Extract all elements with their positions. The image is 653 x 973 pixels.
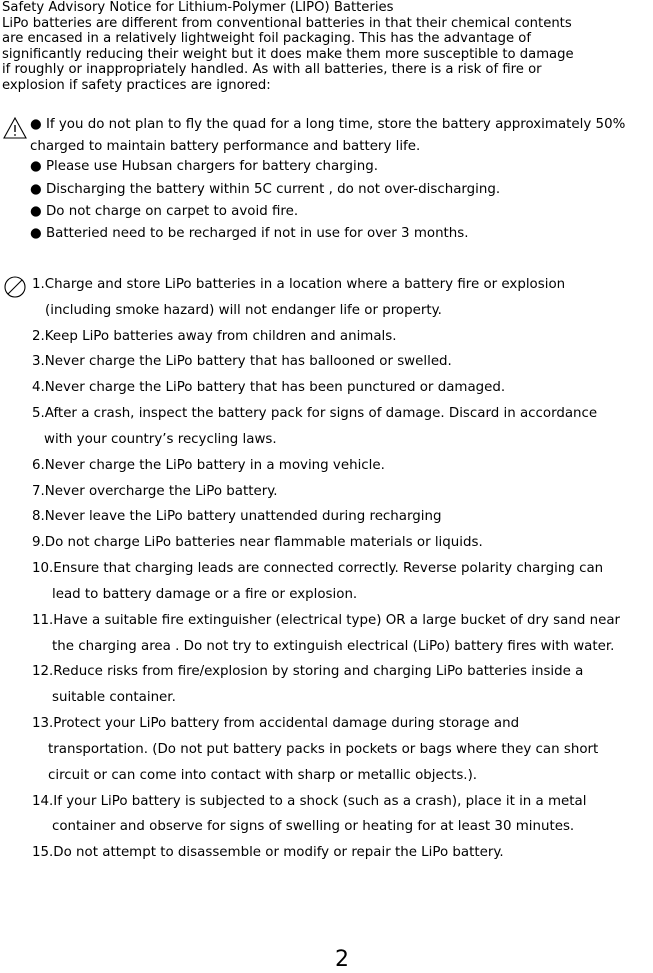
rule-line: 9.Do not charge LiPo batteries near flammable materials or liquids. bbox=[32, 535, 483, 550]
warning-item: charged to maintain battery performance and battery life. bbox=[30, 139, 421, 154]
rule-line: 15.Do not attempt to disassemble or modify or repair the LiPo battery. bbox=[32, 845, 504, 860]
rule-line: 6.Never charge the LiPo battery in a moving vehicle. bbox=[32, 458, 385, 473]
intro-line: significantly reducing their weight but it does make them more susceptible to damage bbox=[2, 46, 574, 62]
rule-line: 13.Protect your LiPo battery from accidental damage during storage and bbox=[32, 716, 520, 731]
warning-item: ● Discharging the battery within 5C current , do not over-discharging. bbox=[30, 182, 501, 197]
page-title: Safety Advisory Notice for Lithium-Polymer (LIPO) Batteries bbox=[2, 0, 394, 15]
rule-line: 7.Never overcharge the LiPo battery. bbox=[32, 484, 278, 499]
rule-line: the charging area . Do not try to extinguish electrical (LiPo) battery fires with water. bbox=[52, 639, 615, 654]
warning-item: ● Batteried need to be recharged if not in use for over 3 months. bbox=[30, 226, 469, 241]
rule-line: 10.Ensure that charging leads are connected correctly. Reverse polarity charging can bbox=[32, 561, 604, 576]
intro-line: are encased in a relatively lightweight foil packaging. This has the advantage of bbox=[2, 31, 532, 47]
rule-line: 5.After a crash, inspect the battery pack for signs of damage. Discard in accordance bbox=[32, 406, 598, 421]
rule-line: 12.Reduce risks from fire/explosion by storing and charging LiPo batteries inside a bbox=[32, 664, 584, 679]
rule-line: 8.Never leave the LiPo battery unattended during recharging bbox=[32, 509, 442, 524]
rule-line: 14.If your LiPo battery is subjected to a shock (such as a crash), place it in a metal bbox=[32, 794, 587, 809]
warning-item: ● Do not charge on carpet to avoid fire. bbox=[30, 204, 299, 219]
warning-item: ● If you do not plan to fly the quad for a long time, store the battery approximately 50% bbox=[30, 117, 626, 132]
intro-section bbox=[2, 0, 642, 94]
rule-line: lead to battery damage or a fire or explosion. bbox=[52, 587, 358, 602]
intro-line: if roughly or inappropriately handled. As with all batteries, there is a risk of fire or bbox=[2, 62, 542, 78]
rule-line: container and observe for signs of swelling or heating for at least 30 minutes. bbox=[52, 819, 575, 834]
warning-item: ● Please use Hubsan chargers for battery charging. bbox=[30, 159, 378, 174]
rule-line: transportation. (Do not put battery packs in pockets or bags where they can short bbox=[48, 742, 599, 757]
intro-line: explosion if safety practices are ignored: bbox=[2, 77, 271, 93]
rule-line: 3.Never charge the LiPo battery that has ballooned or swelled. bbox=[32, 354, 452, 369]
intro-line: LiPo batteries are different from conventional batteries in that their chemical contents bbox=[2, 15, 572, 31]
rule-line: suitable container. bbox=[52, 690, 176, 705]
rule-line: (including smoke hazard) will not endanger life or property. bbox=[45, 303, 442, 318]
rule-line: with your country’s recycling laws. bbox=[44, 432, 277, 447]
rule-line: 4.Never charge the LiPo battery that has been punctured or damaged. bbox=[32, 380, 506, 395]
rule-line: 11.Have a suitable fire extinguisher (electrical type) OR a large bucket of dry sand near bbox=[32, 613, 621, 628]
warning-triangle-icon bbox=[3, 117, 27, 139]
page-number: 2 bbox=[335, 947, 349, 972]
rule-line: 2.Keep LiPo batteries away from children and animals. bbox=[32, 329, 397, 344]
rule-line: 1.Charge and store LiPo batteries in a location where a battery fire or explosion bbox=[32, 277, 566, 292]
rule-line: circuit or can come into contact with sharp or metallic objects.). bbox=[48, 768, 478, 783]
prohibition-icon bbox=[4, 276, 26, 298]
